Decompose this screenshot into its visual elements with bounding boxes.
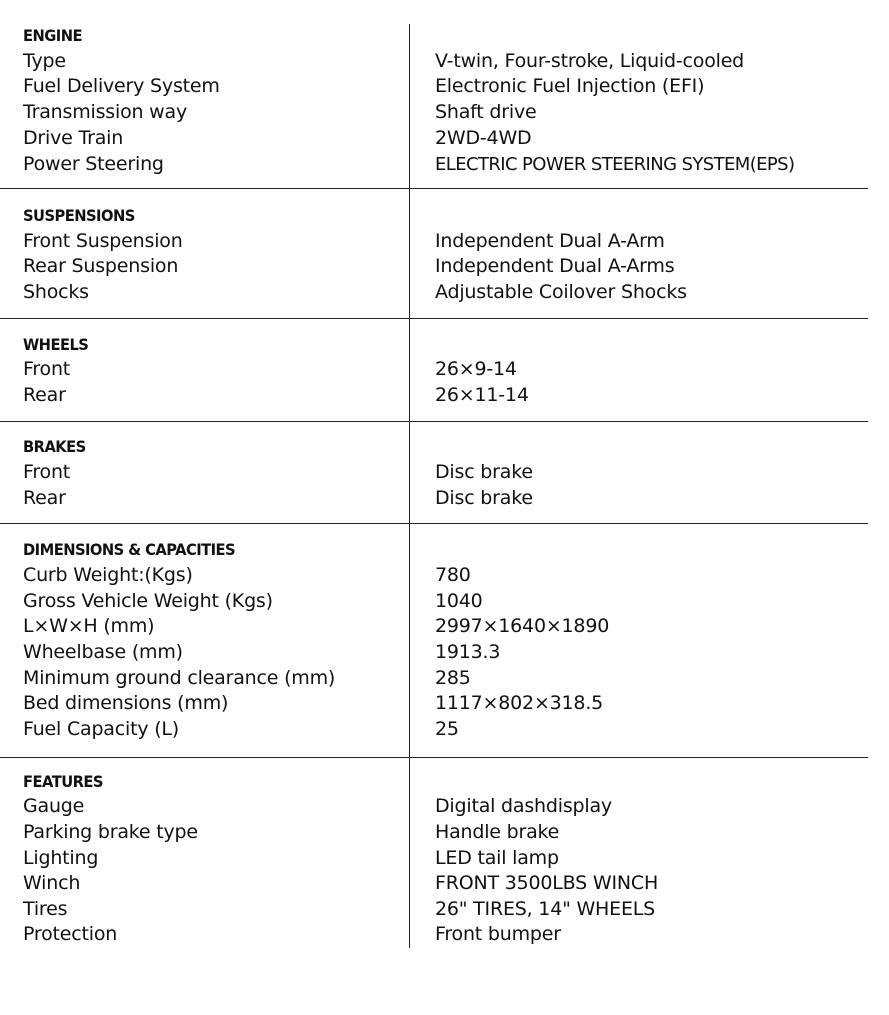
spec-value: 26" TIRES, 14" WHEELS [435,898,655,920]
spec-label: Rear Suspension [23,255,179,277]
spec-value: Disc brake [435,487,533,509]
spec-label: Rear [23,384,66,406]
spec-label: Wheelbase (mm) [23,641,183,663]
spec-row [0,100,889,125]
section-rule [0,318,868,319]
spec-label: Front [23,358,71,380]
spec-value: Electronic Fuel Injection (EFI) [435,75,705,97]
spec-label: Winch [23,872,81,894]
spec-label: Parking brake type [23,821,198,843]
spec-value: Digital dashdisplay [435,795,612,817]
spec-row [0,74,889,99]
section-heading-brakes: BRAKES [23,437,86,456]
spec-label: Transmission way [23,101,188,123]
spec-row [0,383,889,408]
section-heading-suspensions: SUSPENSIONS [23,206,135,225]
section-heading-features: FEATURES [23,772,103,791]
spec-label: Front Suspension [23,230,183,252]
spec-row [0,614,889,639]
spec-value: Disc brake [435,461,533,483]
spec-value: Shaft drive [435,101,537,123]
spec-label: Gross Vehicle Weight (Kgs) [23,590,273,612]
spec-label: Power Steering [23,153,164,175]
spec-value: Independent Dual A-Arm [435,230,665,252]
spec-row [0,126,889,151]
spec-value: LED tail lamp [435,847,559,869]
spec-label: Tires [23,898,68,920]
spec-label: Curb Weight:(Kgs) [23,564,193,586]
spec-label: Protection [23,923,118,945]
section-heading-engine: ENGINE [23,26,83,45]
spec-row [0,717,889,742]
spec-value: 26×11-14 [435,384,529,406]
spec-row [0,794,889,819]
spec-label: Fuel Delivery System [23,75,220,97]
spec-value: V-twin, Four-stroke, Liquid-cooled [435,50,745,72]
spec-value: FRONT 3500LBS WINCH [435,872,659,894]
spec-value: Independent Dual A-Arms [435,255,675,277]
spec-row [0,640,889,665]
spec-label: Front [23,461,71,483]
spec-row [0,871,889,896]
spec-value: ELECTRIC POWER STEERING SYSTEM(EPS) [435,154,795,175]
spec-value: 25 [435,718,459,740]
spec-row [0,49,889,74]
spec-row [0,152,889,177]
spec-row [0,589,889,614]
spec-value: 285 [435,667,471,689]
section-rule [0,188,868,189]
spec-row [0,820,889,845]
spec-label: Fuel Capacity (L) [23,718,180,740]
spec-value: Front bumper [435,923,561,945]
section-rule [0,523,868,524]
section-heading-wheels: WHEELS [23,335,89,354]
spec-label: Gauge [23,795,85,817]
spec-row [0,229,889,254]
spec-row [0,254,889,279]
section-heading-dimensions: DIMENSIONS & CAPACITIES [23,540,236,559]
spec-row [0,666,889,691]
spec-value: Adjustable Coilover Shocks [435,281,687,303]
spec-row [0,460,889,485]
section-rule [0,421,868,422]
spec-row [0,691,889,716]
spec-value: 2997×1640×1890 [435,615,610,637]
spec-label: Bed dimensions (mm) [23,692,229,714]
spec-value: 1040 [435,590,483,612]
spec-value: 1117×802×318.5 [435,692,604,714]
spec-value: 780 [435,564,471,586]
spec-label: Rear [23,487,66,509]
spec-row [0,922,889,947]
spec-value: 1913.3 [435,641,501,663]
spec-row [0,897,889,922]
spec-value: Handle brake [435,821,560,843]
spec-value: 2WD-4WD [435,127,532,149]
spec-row [0,486,889,511]
spec-row [0,357,889,382]
spec-label: Lighting [23,847,99,869]
spec-label: L×W×H (mm) [23,615,155,637]
spec-label: Minimum ground clearance (mm) [23,667,336,689]
spec-label: Type [23,50,66,72]
section-rule [0,757,868,758]
spec-value: 26×9-14 [435,358,517,380]
spec-label: Drive Train [23,127,124,149]
spec-label: Shocks [23,281,89,303]
spec-row [0,846,889,871]
spec-row [0,280,889,305]
spec-row [0,563,889,588]
